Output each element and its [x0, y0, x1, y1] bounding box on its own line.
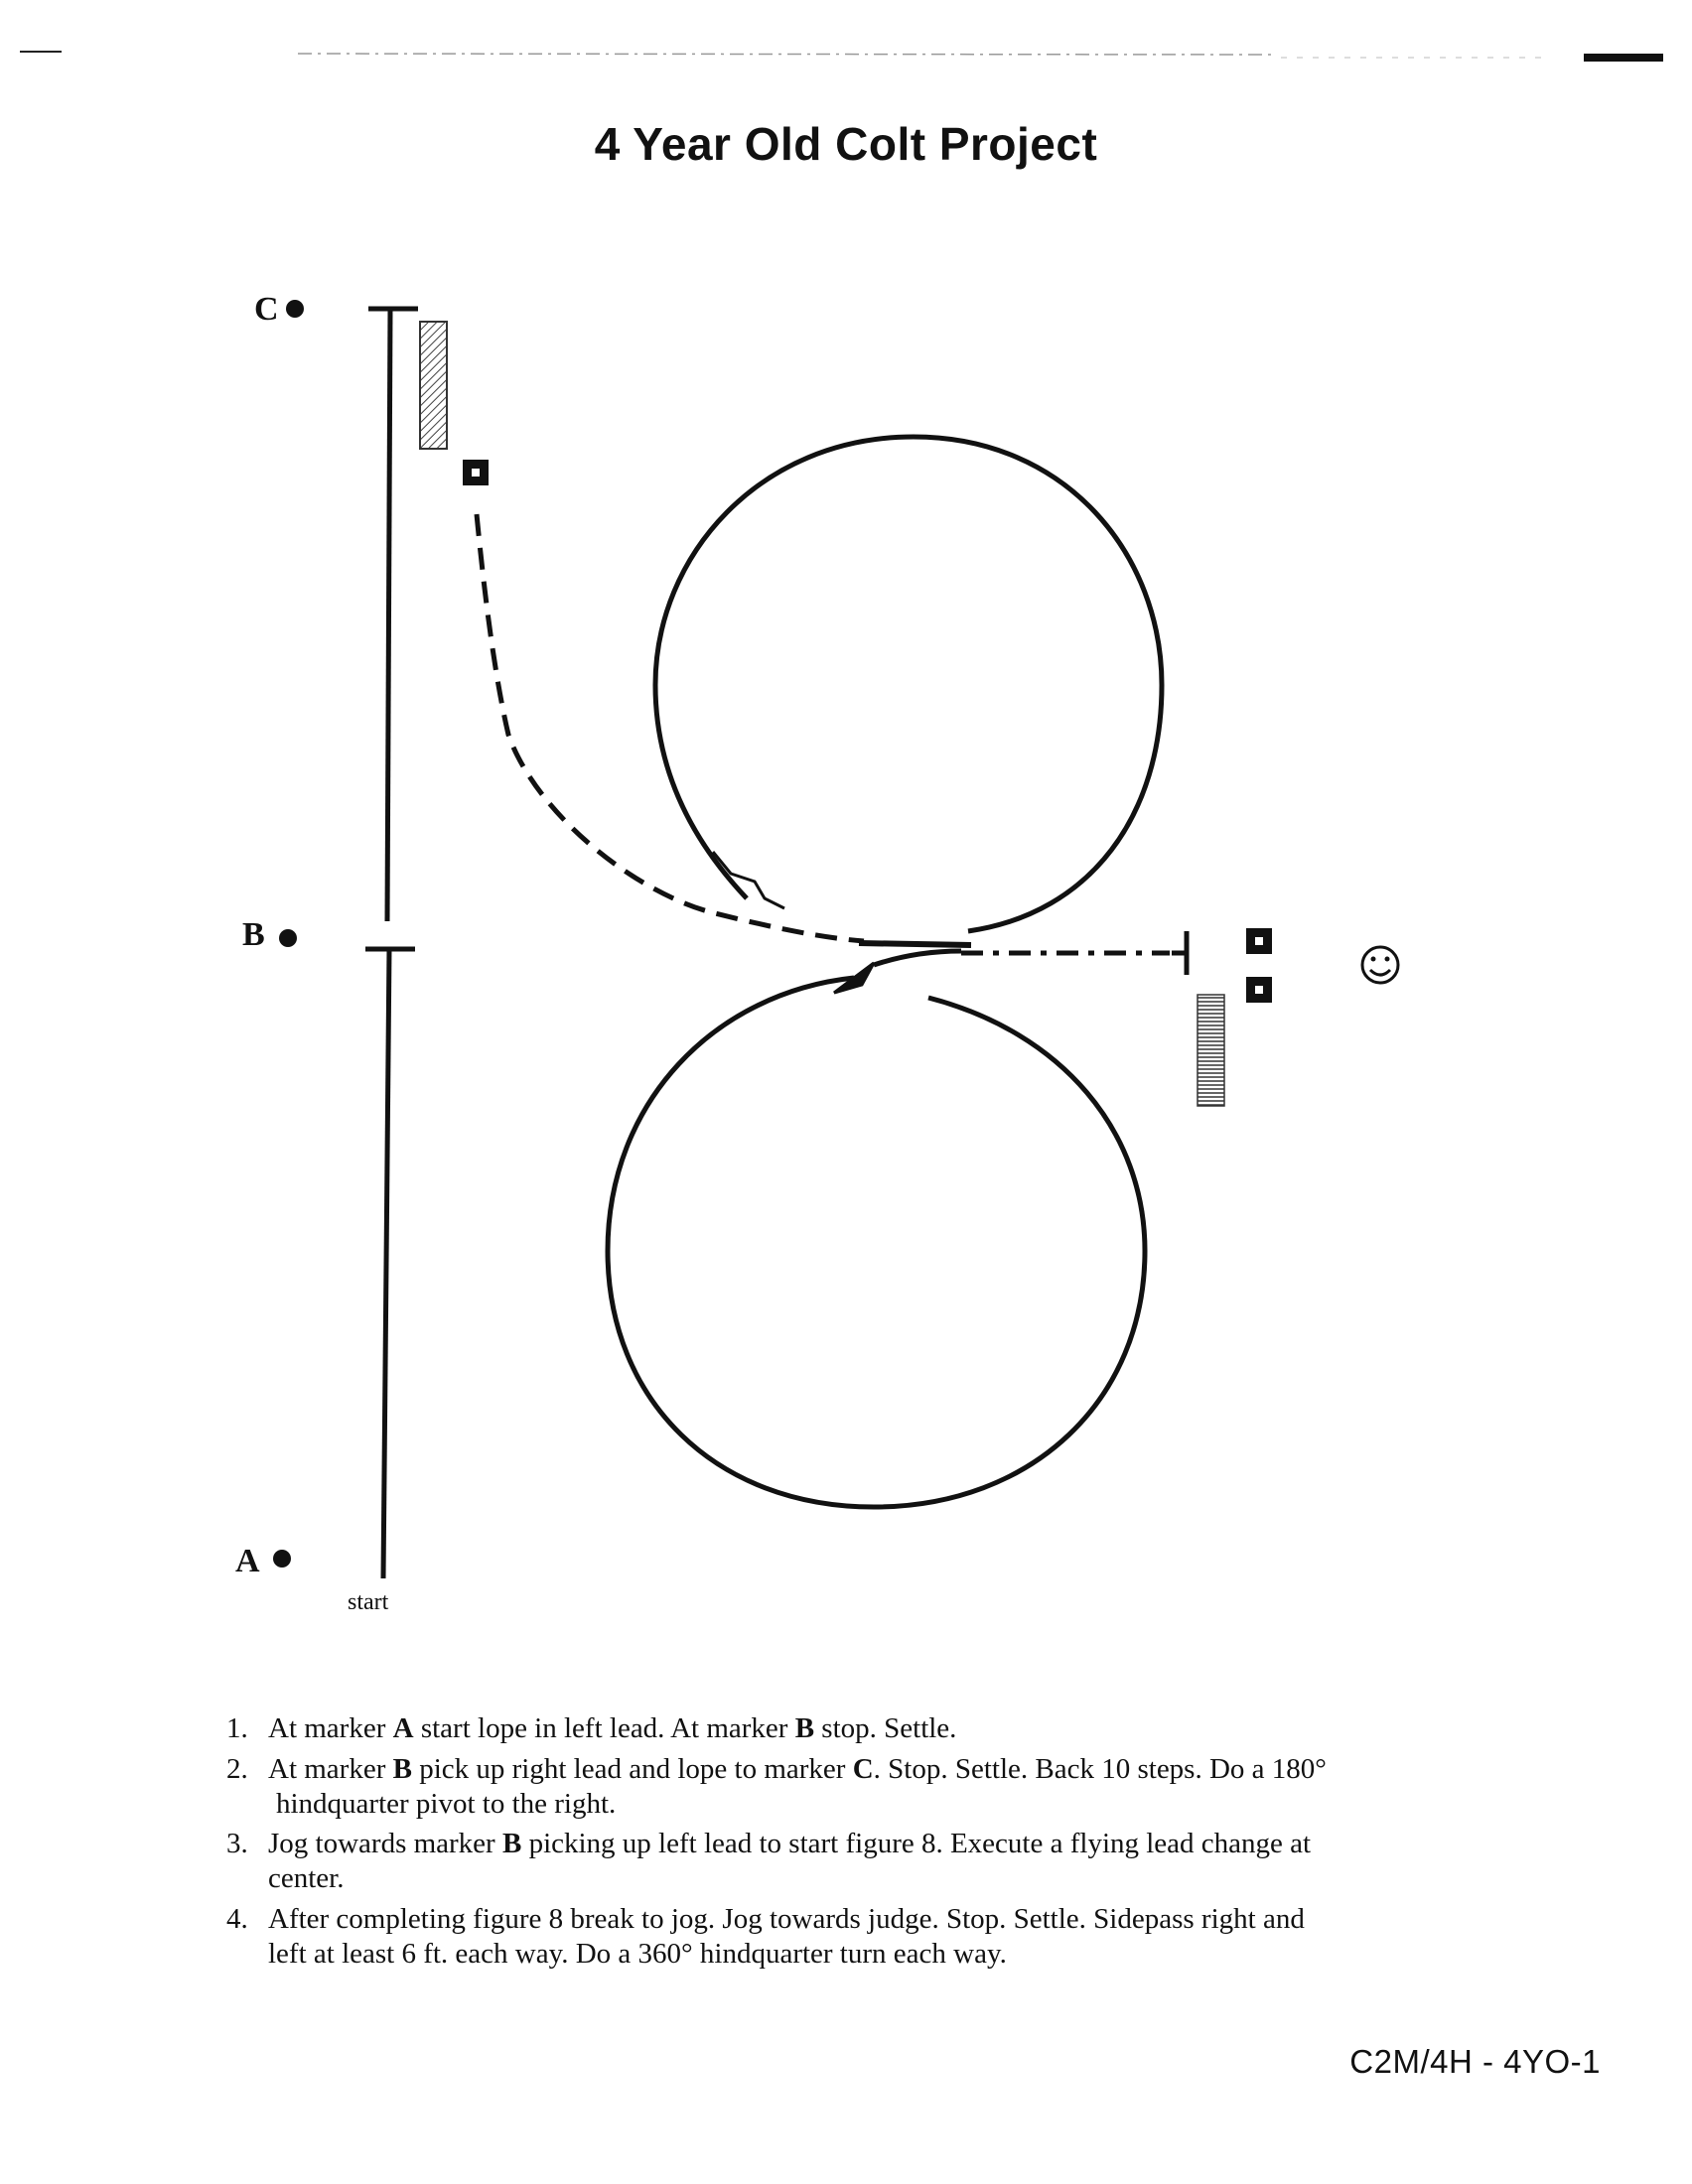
marker-b-dot — [279, 929, 297, 947]
lead-change-crossing — [874, 951, 961, 965]
figure-8-center-line — [859, 943, 971, 945]
turn-square-icon — [1246, 928, 1272, 954]
page-title: 4 Year Old Colt Project — [594, 118, 1098, 170]
marker-b — [242, 916, 297, 953]
instruction-text: After completing figure 8 break to jog. Jog towards judge. Stop. Settle. Sidepass right and — [268, 1902, 1305, 1935]
instruction-text: At marker A start lope in left lead. At marker B stop. Settle. — [268, 1712, 957, 1744]
instruction-item: 2. At marker B pick up right lead and lope to marker C. Stop. Settle. Back 10 steps. Do a 180° hindquarter pivot to the right. — [226, 1752, 1517, 1822]
instruction-list — [226, 1711, 1517, 1978]
pivot-square-icon — [463, 460, 489, 485]
instruction-item: 1. At marker A start lope in left lead. At marker B stop. Settle. — [226, 1711, 1517, 1746]
lope-line-b-to-a — [365, 949, 415, 1578]
document-code: C2M/4H - 4YO-1 — [1349, 2043, 1601, 2080]
start-label: start — [348, 1589, 389, 1615]
instruction-text: Jog towards marker B picking up left lead to start figure 8. Execute a flying lead change at — [268, 1828, 1312, 1860]
judge-smiley-icon — [1362, 947, 1398, 983]
sidepass-zone — [1198, 995, 1224, 1106]
instruction-text-cont: left at least 6 ft. each way. Do a 360° hindquarter turn each way. — [268, 1937, 1007, 1970]
marker-c — [254, 291, 304, 328]
instruction-text: At marker B pick up right lead and lope to marker C. Stop. Settle. Back 10 steps. Do a 180° — [268, 1752, 1327, 1785]
marker-a — [235, 1543, 291, 1579]
marker-a-label: A — [235, 1543, 260, 1579]
marker-c-label: C — [254, 291, 279, 328]
figure-8-upper-circle — [655, 437, 1162, 931]
instruction-item: 4. After completing figure 8 break to jog. Jog towards judge. Stop. Settle. Sidepass right and left at least 6 ft. each way. Do a 360° hindquarter turn each way. — [226, 1902, 1517, 1972]
instruction-text-cont: center. — [268, 1862, 345, 1895]
upper-circle-entry-mark — [713, 852, 784, 908]
marker-c-dot — [286, 300, 304, 318]
turn-square-icon — [1246, 977, 1272, 1003]
instruction-text-cont: hindquarter pivot to the right. — [276, 1787, 617, 1820]
figure-8-lower-circle — [608, 978, 1145, 1507]
marker-a-dot — [273, 1550, 291, 1568]
instruction-item: 3. Jog towards marker B picking up left lead to start figure 8. Execute a flying lead change at center. — [226, 1827, 1517, 1896]
back-up-zone-hatch — [420, 322, 447, 449]
marker-b-label: B — [242, 916, 265, 953]
jog-path-dashed — [477, 514, 864, 941]
lope-line-c-to-b — [368, 309, 418, 921]
